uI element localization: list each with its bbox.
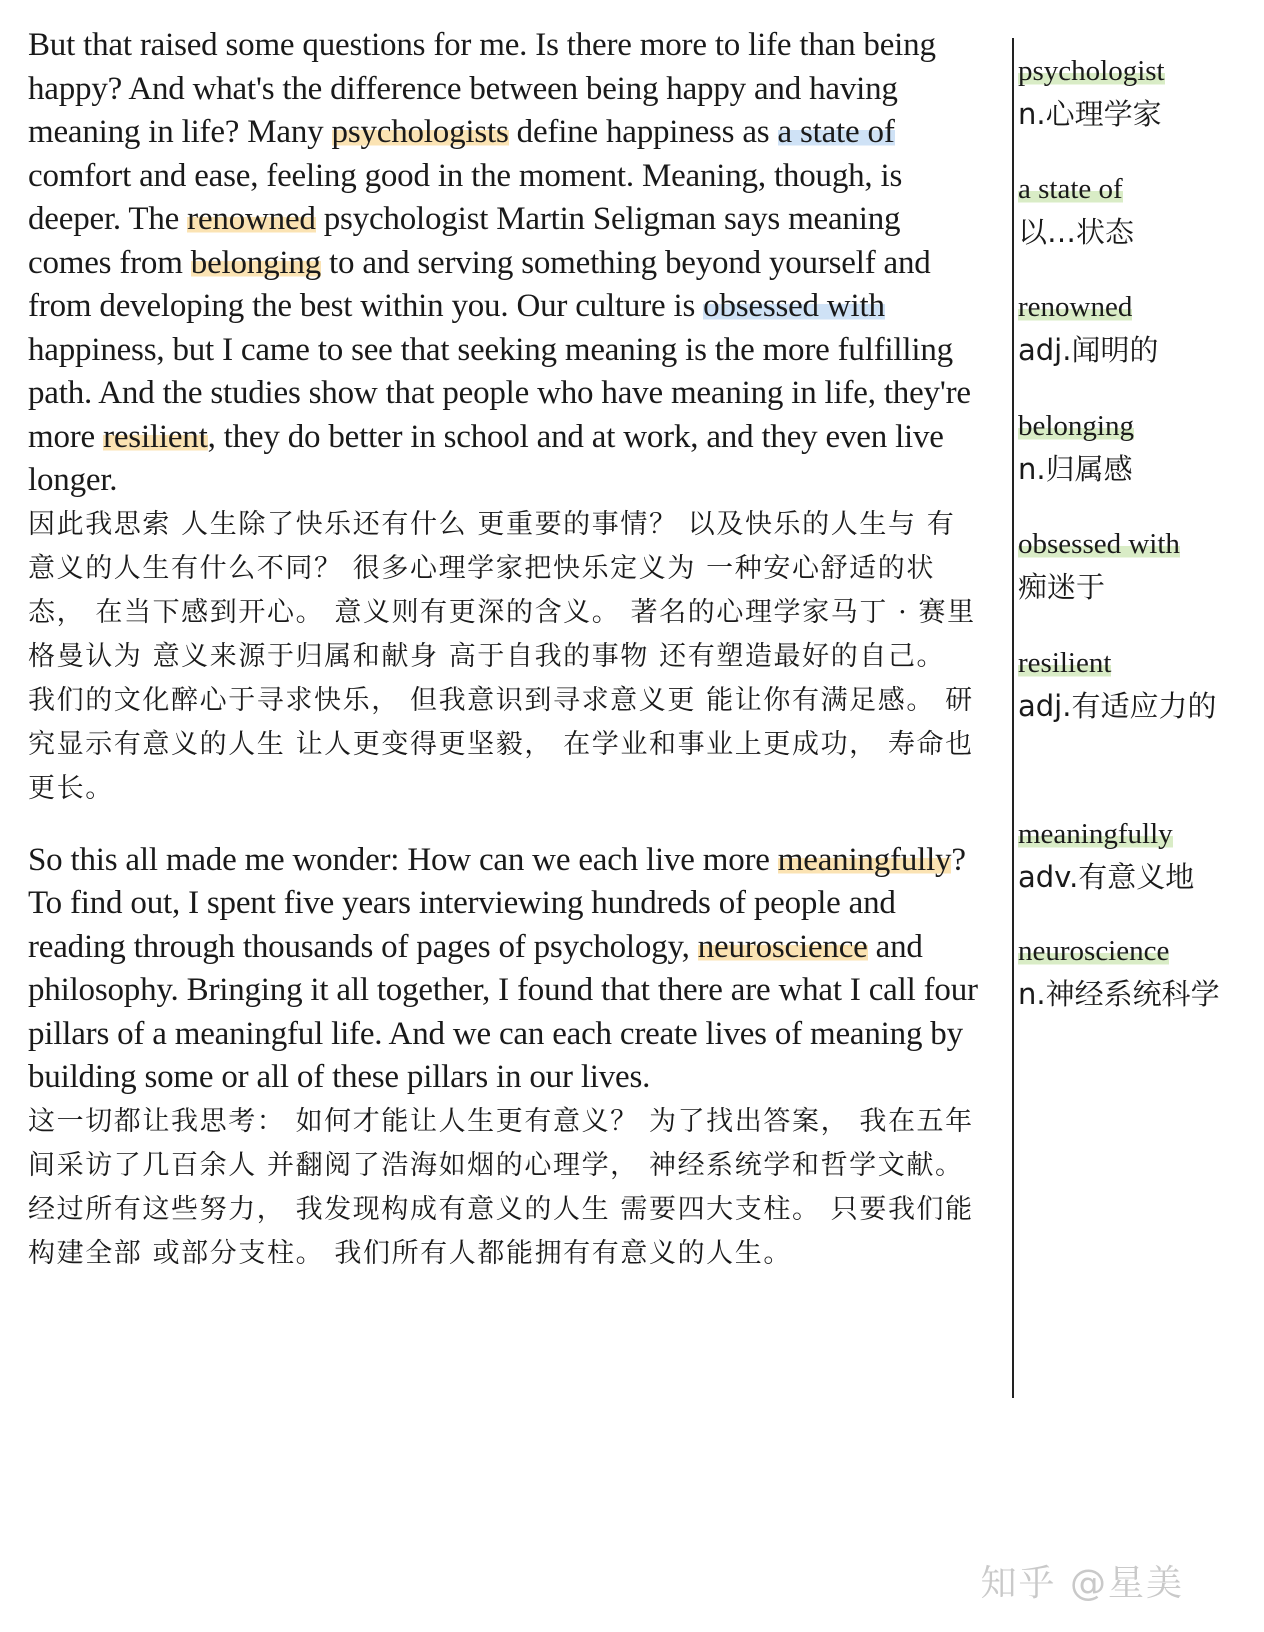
glossary-word: resilient <box>1018 644 1111 682</box>
glossary-entry <box>1018 644 1248 728</box>
glossary-entry <box>1018 407 1248 491</box>
paragraph-2-chinese: 这一切都让我思考： 如何才能让人生更有意义？ 为了找出答案， 我在五年间采访了几百余人 并翻阅了浩海如烟的心理学， 神经系统学和哲学文献。 经过所有这些努力， 我发现构成有意义的人生 需要四大支柱。 只要我们能构建全部 或部分支柱。 我们所有人都能拥有有意义的人生。 <box>28 1105 974 1269</box>
glossary-definition: 以…状态 <box>1018 215 1135 249</box>
glossary-definition: n.神经系统科学 <box>1018 977 1220 1011</box>
glossary-entry <box>1018 525 1248 609</box>
highlighted-term: neuroscience <box>697 928 868 965</box>
glossary-entry <box>1018 288 1248 372</box>
paragraph-2-english <box>28 839 978 1100</box>
glossary-definition: adv.有意义地 <box>1018 860 1195 894</box>
highlighted-term: a state of <box>777 114 895 150</box>
highlighted-term: resilient <box>103 418 208 455</box>
glossary-definition: adj.闻明的 <box>1018 333 1159 367</box>
highlighted-term: renowned <box>187 201 316 237</box>
glossary-word: neuroscience <box>1018 932 1169 970</box>
glossary-entry <box>1018 932 1248 1016</box>
glossary-definition: n.心理学家 <box>1018 97 1162 131</box>
text-run: psychologist Martin Seligman says meaning comes from <box>28 201 901 281</box>
highlighted-term: meaningfully <box>777 841 952 878</box>
paragraph-1-chinese: 因此我思索 人生除了快乐还有什么 更重要的事情？ 以及快乐的人生与 有意义的人生有什么不同？ 很多心理学家把快乐定义为 一种安心舒适的状态， 在当下感到开心。 意义则有更深的含义。 著名的心理学家马丁 · 赛里格曼认为 意义来源于归属和献身 高于自我的事物 还有塑造最好的自己。 我们的文化醉心于寻求快乐， 但我意识到寻求意义更 能让你有满足感。 研究显示有意义的人生 让人更变得更坚毅， 在学业和事业上更成功， 寿命也更长。 <box>28 508 976 804</box>
text-run: ? To find out, I spent five years interviewing hundreds of people and reading through thousands of pages of psychology, <box>28 841 966 965</box>
glossary-word: a state of <box>1018 170 1123 208</box>
highlighted-term: psychologists <box>331 114 509 150</box>
glossary-word: meaningfully <box>1018 815 1173 853</box>
paragraph-gap <box>28 811 978 839</box>
glossary-entry <box>1018 170 1248 254</box>
glossary-entry <box>1018 52 1248 136</box>
column-divider <box>1012 38 1014 1398</box>
glossary-word: belonging <box>1018 407 1134 445</box>
text-run: So this all made me wonder: How can we each live more <box>28 841 778 878</box>
highlighted-term: obsessed with <box>703 288 885 324</box>
glossary-word: psychologist <box>1018 52 1165 90</box>
glossary-definition: 痴迷于 <box>1018 570 1106 604</box>
article-body <box>28 24 978 1276</box>
text-run: and philosophy. Bringing it all together, I found that there are what I call four pillars of a meaningful life. And we can each create lives of meaning by building some or all of these pillars in our lives. <box>28 928 978 1095</box>
glossary-definition: adj.有适应力的 <box>1018 689 1217 723</box>
text-run: happiness, but I came to see that seeking meaning is the more fulfilling path. And the studies show that people who have meaning in life, they're more <box>28 331 971 455</box>
site-watermark: 知乎 @星美 <box>980 1563 1184 1604</box>
text-run: to and serving something beyond yourself and from developing the best within you. Our culture is <box>28 244 931 324</box>
text-run: define happiness as <box>508 114 778 150</box>
glossary-word: renowned <box>1018 288 1132 326</box>
paragraph-1-english <box>28 24 978 503</box>
glossary-definition: n.归属感 <box>1018 452 1133 486</box>
text-run: comfort and ease, feeling good in the moment. Meaning, though, is deeper. The <box>28 157 903 237</box>
highlighted-term: belonging <box>190 244 321 281</box>
glossary-word: obsessed with <box>1018 525 1180 563</box>
glossary-entry <box>1018 815 1248 899</box>
text-run: But that raised some questions for me. Is there more to life than being happy? And what's the difference between being happy and having meaning in life? Many <box>28 27 936 150</box>
text-run: , they do better in school and at work, and they even live longer. <box>28 418 944 498</box>
